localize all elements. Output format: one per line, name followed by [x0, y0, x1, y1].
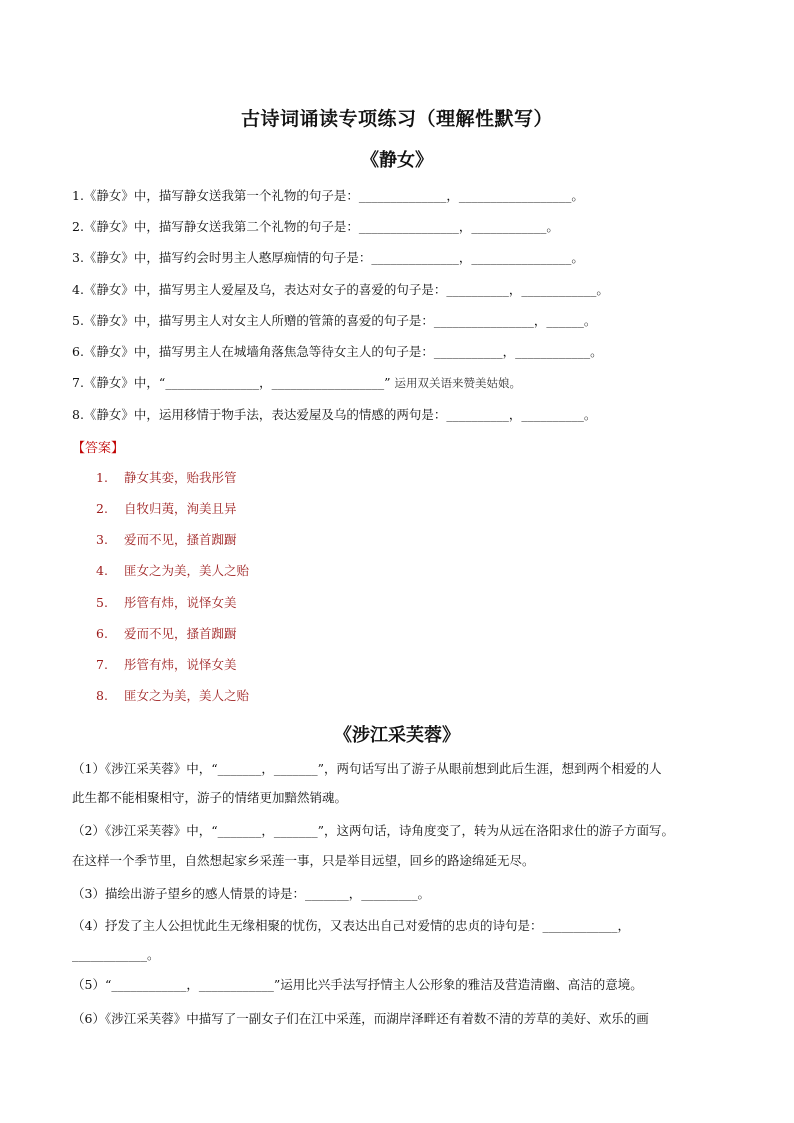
answer-number: 3. — [96, 532, 108, 547]
question-para: （1）《涉江采芙蓉》中，“_______，_______”，两句话写出了游子从眼前想到此后生涯，想到两个相爱的人 — [72, 761, 662, 776]
answer-text: 匪女之为美，美人之贻 — [124, 563, 250, 578]
answer-item — [96, 561, 249, 579]
answer-text: 爱而不见，搔首踟蹰 — [124, 626, 237, 641]
answer-item — [96, 530, 237, 548]
answer-item — [96, 624, 237, 642]
answer-number: 2. — [96, 501, 108, 516]
answer-number: 4. — [96, 563, 108, 578]
question-5: 5.《静女》中，描写男主人对女主人所赠的管箫的喜爱的句子是：________________，______。 — [72, 313, 597, 328]
answer-heading: 【答案】 — [72, 441, 125, 456]
answer-item — [96, 686, 249, 704]
page-title: 古诗词诵读专项练习（理解性默写） — [240, 108, 553, 130]
question-7-text: 7.《静女》中，“_______________，__________________” — [72, 375, 391, 390]
answer-text: 彤管有炜，说怿女美 — [124, 595, 237, 610]
question-1: 1.《静女》中，描写静女送我第一个礼物的句子是：______________，__________________。 — [72, 188, 584, 203]
answer-number: 6. — [96, 626, 108, 641]
question-para: （5）“____________，____________”运用比兴手法写抒情主人公形象的雅洁及营造清幽、高洁的意境。 — [72, 977, 643, 992]
question-para: （6）《涉江采芙蓉》中描写了一副女子们在江中采莲，而湖岸泽畔还有着数不清的芳草的美好、欢乐的画 — [72, 1011, 649, 1026]
answer-text: 匪女之为美，美人之贻 — [124, 688, 250, 703]
question-para: ____________。 — [72, 947, 160, 962]
answer-text: 爱而不见，搔首踟蹰 — [124, 532, 237, 547]
answer-number: 1. — [96, 470, 108, 485]
question-para: 在这样一个季节里，自然想起家乡采莲一事，只是举目远望，回乡的路途绵延无尽。 — [72, 853, 535, 868]
answer-item — [96, 655, 237, 673]
answer-item — [96, 499, 237, 517]
question-para: （3）描绘出游子望乡的感人情景的诗是：_______，_________。 — [72, 886, 430, 901]
answer-item — [96, 593, 237, 611]
answer-text: 彤管有炜，说怿女美 — [124, 657, 237, 672]
answer-number: 7. — [96, 657, 108, 672]
question-6: 6.《静女》中，描写男主人在城墙角落焦急等待女主人的句子是：___________，____________。 — [72, 344, 603, 359]
question-7 — [72, 374, 732, 392]
question-4: 4.《静女》中，描写男主人爱屋及乌，表达对女子的喜爱的句子是：__________，____________。 — [72, 282, 609, 297]
question-para: （2）《涉江采芙蓉》中，“_______，_______”，这两句话，诗角度变了，转为从远在洛阳求仕的游子方面写。 — [72, 823, 674, 838]
answer-text: 静女其娈，贻我彤管 — [124, 470, 237, 485]
question-para: 此生都不能相聚相守，游子的情绪更加黯然销魂。 — [72, 790, 348, 805]
question-2: 2.《静女》中，描写静女送我第二个礼物的句子是：________________，____________。 — [72, 219, 559, 234]
answer-number: 8. — [96, 688, 108, 703]
section-title-jingnv: 《静女》 — [361, 150, 433, 171]
question-7-note: 运用双关语来赞美姑娘。 — [394, 376, 521, 390]
question-3: 3.《静女》中，描写约会时男主人憨厚痴情的句子是：______________，________________。 — [72, 250, 584, 265]
answer-text: 自牧归荑，洵美且异 — [124, 501, 237, 516]
question-para: （4）抒发了主人公担忧此生无缘相聚的忧伤，又表达出自己对爱情的忠贞的诗句是：____________， — [72, 918, 630, 933]
answer-number: 5. — [96, 595, 108, 610]
section-title-shejiang: 《涉江采芙蓉》 — [334, 725, 460, 746]
answer-item — [96, 468, 237, 486]
question-8: 8.《静女》中，运用移情于物手法，表达爱屋及乌的情感的两句是：__________，__________。 — [72, 407, 597, 422]
